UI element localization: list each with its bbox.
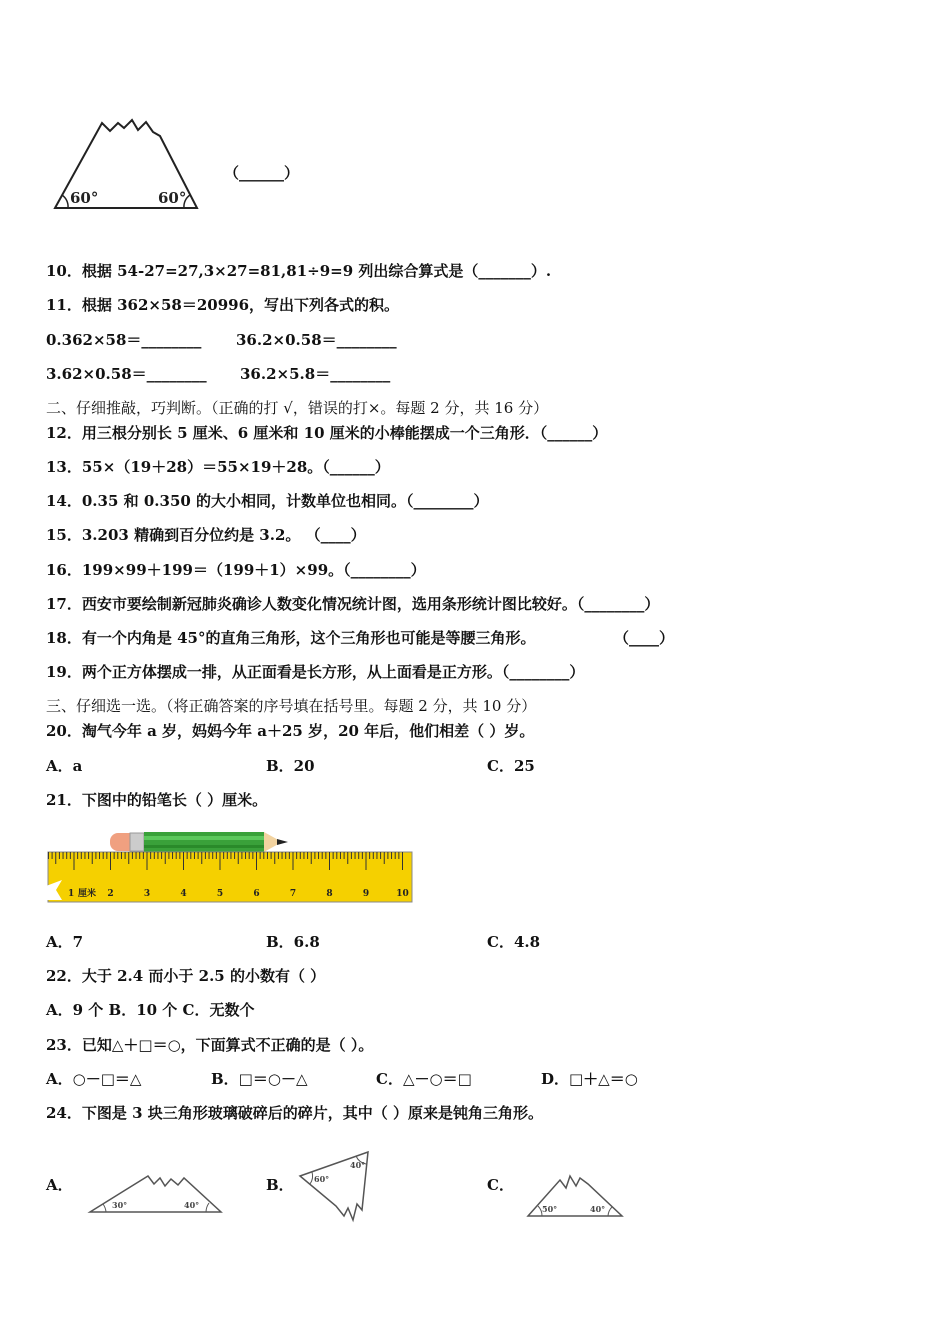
q23-option-b: B．□＝○－△ [211, 1070, 308, 1088]
q9-angle-right: 60° [158, 189, 187, 207]
q11-d: 36.2×5.8＝________ [240, 365, 391, 383]
q21-stem: 21．下图中的铅笔长（ ）厘米。 [46, 791, 268, 809]
q20-stem: 20．淘气今年 a 岁，妈妈今年 a＋25 岁，20 年后，他们相差（ ）岁。 [46, 722, 535, 740]
ruler-tick-label: 7 [289, 889, 297, 899]
q24-label-a: A． [46, 1176, 73, 1194]
ruler-tick-label: 10 [396, 889, 409, 899]
q20-option-b: B．20 [266, 757, 315, 775]
q23-stem: 23．已知△＋□＝○，下面算式不正确的是（ ）。 [46, 1036, 374, 1054]
q21-option-a: A．7 [46, 933, 84, 951]
q11-c: 3.62×0.58＝________ [46, 365, 207, 383]
q24-label-c: C． [487, 1176, 514, 1194]
q20-option-c: C．25 [487, 757, 535, 775]
q12-text: 12．用三根分别长 5 厘米、6 厘米和 10 厘米的小棒能摆成一个三角形．（______） [46, 424, 608, 442]
ruler-tick-label: 1 [68, 889, 75, 899]
q24-stem: 24．下图是 3 块三角形玻璃破碎后的碎片，其中（ ）原来是钝角三角形。 [46, 1104, 543, 1122]
ruler-tick-label: 6 [253, 889, 260, 899]
ruler-tick-label: 3 [143, 889, 151, 899]
ruler-tick-label: 5 [216, 889, 224, 899]
q24-b-angle-1: 60° [314, 1174, 330, 1184]
q24-a-angle-1: 30° [112, 1200, 128, 1210]
q24-b-angle-2: 40° [350, 1160, 366, 1170]
q23-option-d: D．□＋△＝○ [541, 1070, 638, 1088]
q24-fragment-b [296, 1148, 376, 1224]
q19-text: 19．两个正方体摆成一排，从正面看是长方形，从上面看是正方形。（________） [46, 663, 585, 681]
q14-text: 14．0.35 和 0.350 的大小相同，计数单位也相同。（________） [46, 492, 489, 510]
q9-answer-blank: （______） [224, 164, 300, 182]
q9-angle-left: 60° [70, 189, 99, 207]
q11-a: 0.362×58＝________ [46, 331, 202, 349]
q24-fragment-c [526, 1172, 624, 1220]
q18-blank: （____） [614, 629, 675, 647]
q24-label-b: B． [266, 1176, 294, 1194]
pencil-icon [110, 832, 288, 852]
ruler-tick-label: 4 [180, 889, 187, 899]
q21-option-c: C．4.8 [487, 933, 541, 951]
ruler-unit: 厘米 [78, 889, 97, 899]
q21-ruler-figure [46, 826, 416, 906]
q11-stem: 11．根据 362×58＝20996，写出下列各式的积。 [46, 296, 400, 314]
q15-text: 15．3.203 精确到百分位约是 3.2。 （____） [46, 526, 366, 544]
q9-broken-triangle-figure [50, 118, 210, 218]
q23-option-a: A．○－□＝△ [46, 1070, 142, 1088]
q24-c-angle-1: 50° [542, 1204, 558, 1214]
q20-option-a: A．a [46, 757, 83, 775]
q22-options: A．9 个 B．10 个 C．无数个 [46, 1001, 255, 1019]
q21-option-b: B．6.8 [266, 933, 320, 951]
section3-heading: 三、仔细选一选。（将正确答案的序号填在括号里。每题 2 分，共 10 分） [46, 697, 537, 715]
q10-text: 10．根据 54-27=27,3×27=81,81÷9=9 列出综合算式是（_______）. [46, 262, 552, 280]
q17-text: 17．西安市要绘制新冠肺炎确诊人数变化情况统计图，选用条形统计图比较好。（________） [46, 595, 660, 613]
ruler-tick-label: 8 [326, 889, 333, 899]
ruler-tick-label: 9 [362, 889, 370, 899]
section2-heading: 二、仔细推敲，巧判断。（正确的打 √，错误的打×。每题 2 分，共 16 分） [46, 399, 549, 417]
q16-text: 16．199×99＋199＝（199＋1）×99。（________） [46, 561, 426, 579]
q11-b: 36.2×0.58＝________ [236, 331, 397, 349]
q24-fragment-a [88, 1170, 223, 1216]
ruler-body [48, 852, 412, 902]
ruler-tick-label: 2 [107, 889, 114, 899]
q18-text: 18．有一个内角是 45°的直角三角形，这个三角形也可能是等腰三角形。 [46, 629, 536, 647]
q22-stem: 22．大于 2.4 而小于 2.5 的小数有（ ） [46, 967, 326, 985]
q23-option-c: C．△－○＝□ [376, 1070, 472, 1088]
q13-text: 13．55×（19＋28）＝55×19＋28。（______） [46, 458, 390, 476]
q24-c-angle-2: 40° [590, 1204, 606, 1214]
q24-a-angle-2: 40° [184, 1200, 200, 1210]
